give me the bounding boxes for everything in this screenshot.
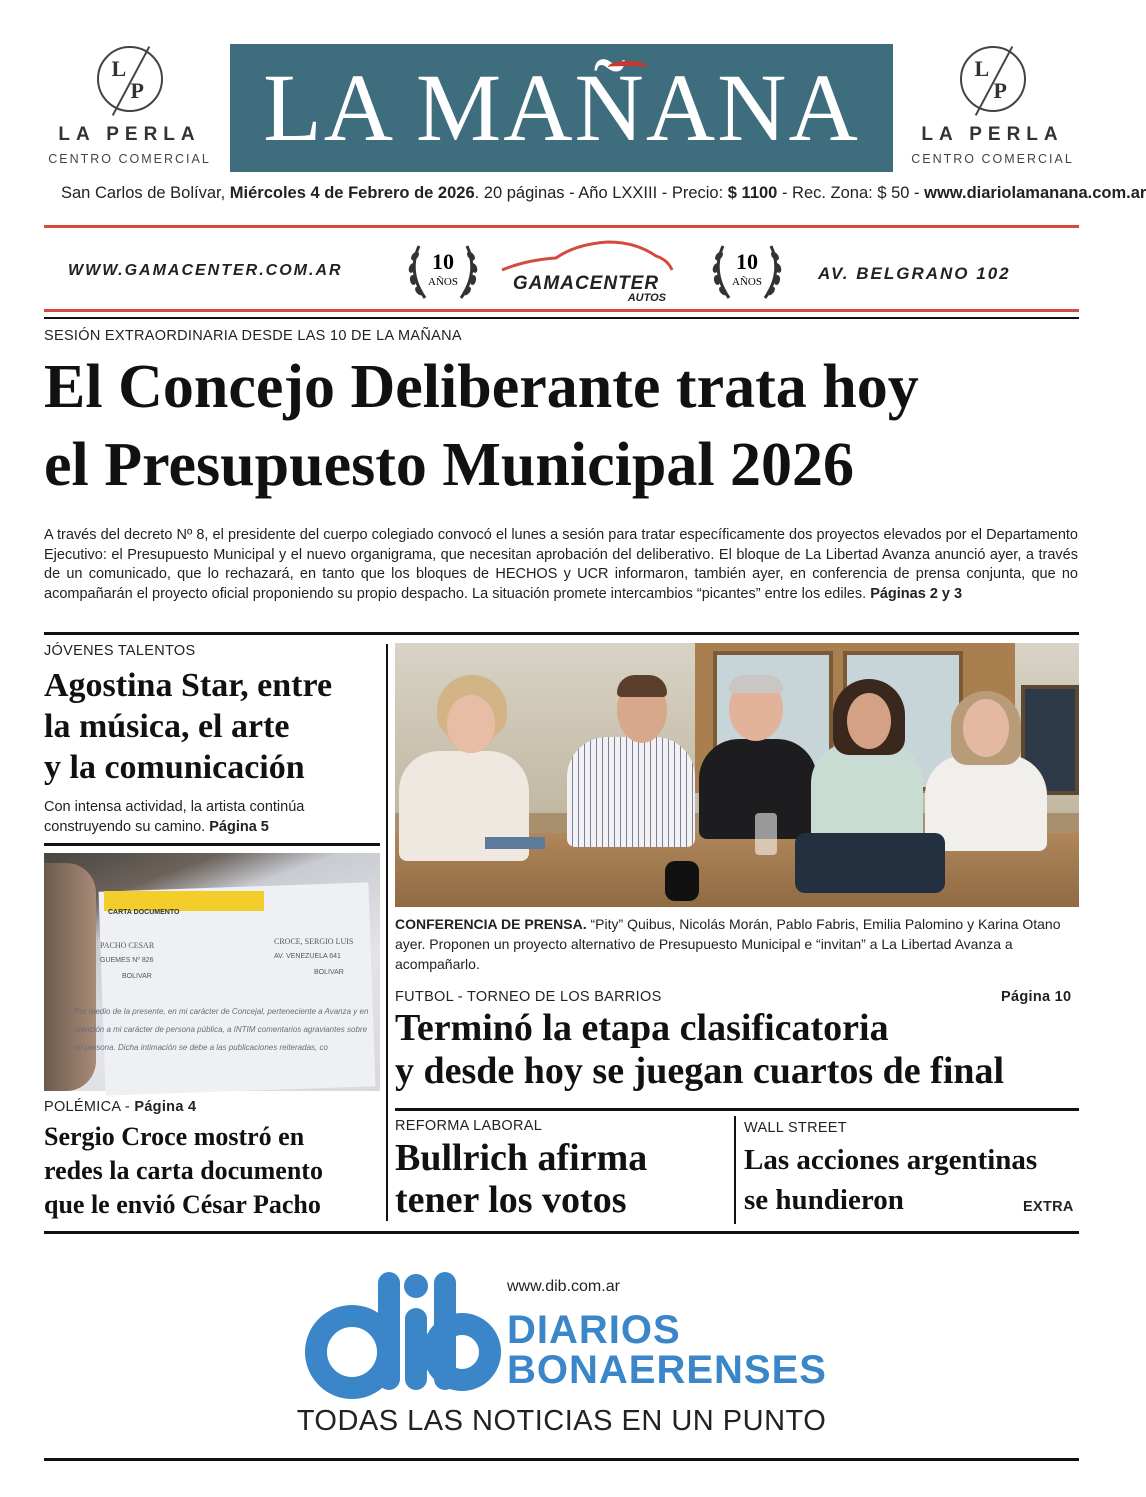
masthead-title-box: [230, 44, 893, 172]
futbol-headline[interactable]: Terminó la etapa clasificatoria y desde hoy se juegan cuartos de final: [395, 1007, 1005, 1092]
divider: [44, 632, 1079, 635]
tilde-accent: [608, 61, 648, 73]
press-conference-photo: [395, 643, 1079, 907]
divider: [395, 1108, 1079, 1111]
gamacenter-logo[interactable]: [496, 238, 676, 304]
croce-page-ref: Página 4: [134, 1099, 197, 1115]
wallstreet-kicker: WALL STREET: [744, 1120, 847, 1136]
right-sponsor-name: LA PERLA: [921, 124, 1064, 145]
svg-text:10: 10: [736, 249, 758, 274]
agostina-headline[interactable]: Agostina Star, entre la música, el arte y la comunicación: [44, 667, 333, 786]
carta-documento-photo: CARTA DOCUMENTO PACHO CESAR CROCE, SERGIO LUIS GUEMES Nº 826 AV. VENEZUELA 641 BOLIVAR BOLIVAR Por medio de la presente, en mi carácter de Concejal, perteneciente a Avanza y en atención a mi carácter de persona pública, a INTIM comentarios agraviantes sobre mi persona. Dicha intimación se debe a las publicaciones reiteradas, co: [44, 853, 380, 1091]
reforma-kicker: REFORMA LABORAL: [395, 1118, 543, 1134]
left-sponsor-logo: [42, 46, 217, 166]
ad-website[interactable]: WWW.GAMACENTER.COM.AR: [68, 262, 343, 279]
right-sponsor-logo: [905, 46, 1080, 166]
left-sponsor-sub: CENTRO COMERCIAL: [48, 152, 211, 166]
gamacenter-brand: GAMACENTER: [512, 273, 660, 294]
dateline: San Carlos de Bolívar, Miércoles 4 de Febrero de 2026. 20 páginas - Año LXXIII - Precio: $ 1100 - Rec. Zona: $ 50 - www.diariolamanana.com.ar: [61, 184, 1146, 202]
caption-label: CONFERENCIA DE PRENSA.: [395, 916, 587, 932]
wallstreet-ref: EXTRA: [1023, 1199, 1074, 1215]
futbol-kicker: FUTBOL - TORNEO DE LOS BARRIOS: [395, 989, 662, 1005]
main-headline-line2[interactable]: el Presupuesto Municipal 2026: [44, 431, 855, 499]
main-lead: A través del decreto Nº 8, el presidente del cuerpo colegiado convocó el lunes a sesión para tratar específicamente dos proyectos elevados por el Departamento Ejecutivo: el Presupuesto Municipal y el nuevo organigrama, que necesitan aprobación del deliberativo. El bloque de La Libertad Avanza anunció ayer, a través de un comunicado, que lo rechazará, en tanto que los bloques de HECHOS y UCR informaron, también ayer, en conferencia de prensa conjunta, que no acompañarán el proyecto oficial proponiendo su propio despacho. La situación promete intercambios “picantes” entre los ediles. Páginas 2 y 3: [44, 527, 1078, 602]
dib-tagline: TODAS LAS NOTICIAS EN UN PUNTO: [296, 1405, 827, 1437]
dib-url[interactable]: www.dib.com.ar: [507, 1278, 620, 1295]
laurel-badge-icon: [403, 234, 483, 310]
left-sponsor-name: LA PERLA: [58, 124, 201, 145]
ad-address: AV. BELGRANO 102: [818, 264, 1011, 283]
agostina-body: Con intensa actividad, la artista continúa construyendo su camino. Página 5: [44, 799, 305, 835]
croce-headline[interactable]: Sergio Croce mostró en redes la carta documento que le envió César Pacho: [44, 1122, 323, 1219]
dib-name-2: BONAERENSES: [507, 1348, 827, 1392]
divider: [44, 843, 380, 846]
main-kicker: SESIÓN EXTRAORDINARIA DESDE LAS 10 DE LA MAÑANA: [44, 328, 462, 344]
la-perla-logo-icon: L P: [97, 46, 163, 112]
column-separator: [386, 644, 388, 1221]
agostina-kicker: JÓVENES TALENTOS: [44, 643, 196, 659]
svg-text:10: 10: [432, 249, 454, 274]
column-separator: [734, 1116, 736, 1224]
main-page-ref: Páginas 2 y 3: [870, 585, 963, 602]
car-outline-icon: [496, 238, 676, 274]
divider: [44, 1458, 1079, 1461]
la-perla-logo-icon: L P: [960, 46, 1026, 112]
svg-text:AÑOS: AÑOS: [428, 276, 458, 288]
wallstreet-headline[interactable]: Las acciones argentinas se hundieron: [744, 1144, 1038, 1216]
reforma-headline[interactable]: Bullrich afirma tener los votos: [395, 1137, 648, 1221]
website-link[interactable]: www.diariolamanana.com.ar: [924, 184, 1146, 202]
divider: [44, 1231, 1079, 1234]
divider: [44, 317, 1079, 319]
divider: [44, 225, 1079, 228]
laurel-badge-icon: [707, 234, 787, 310]
dib-name-1: DIARIOS: [507, 1308, 681, 1352]
right-sponsor-sub: CENTRO COMERCIAL: [911, 152, 1074, 166]
svg-text:AÑOS: AÑOS: [732, 276, 762, 288]
agostina-page-ref: Página 5: [209, 819, 269, 835]
main-headline-line1[interactable]: El Concejo Deliberante trata hoy: [44, 353, 919, 421]
divider: [44, 309, 1079, 312]
newspaper-title: LA MAÑANA: [263, 54, 860, 161]
dib-logo-icon: [300, 1268, 500, 1400]
photo-caption: CONFERENCIA DE PRENSA. “Pity” Quibus, Nicolás Morán, Pablo Fabris, Emilia Palomino y Karina Otano ayer. Proponen un proyecto alternativo de Presupuesto Municipal e “invitan” a La Libertad Avanza a acompañarlo.: [395, 916, 1061, 972]
gamacenter-sub: AUTOS: [627, 292, 666, 304]
futbol-page-ref: Página 10: [1001, 989, 1072, 1005]
croce-kicker: POLÉMICA - Página 4: [44, 1099, 197, 1115]
dib-logo[interactable]: [300, 1268, 500, 1400]
